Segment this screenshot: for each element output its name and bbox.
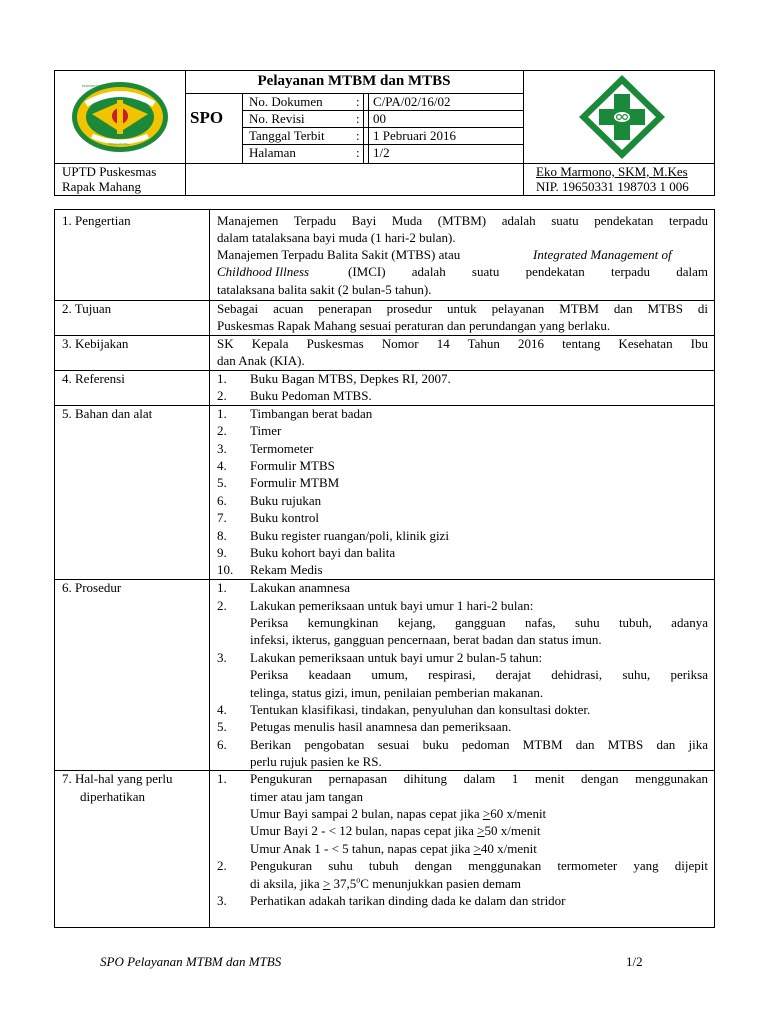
list-number: 4. bbox=[217, 458, 227, 473]
list-item: Buku Bagan MTBS, Depkes RI, 2007. bbox=[250, 371, 451, 386]
kebijakan-line: dan Anak (KIA). bbox=[217, 353, 305, 368]
list-item: Periksa keadaan umum, respirasi, derajat dehidrasi, suhu, periksa bbox=[250, 667, 708, 682]
list-number: 2. bbox=[217, 858, 227, 873]
list-item: Umur Anak 1 - < 5 tahun, napas cepat jika >40 x/menit bbox=[250, 841, 537, 856]
list-number: 9. bbox=[217, 545, 227, 560]
pengertian-line-italic: Childhood Illness bbox=[217, 264, 310, 279]
pengertian-line: Manajemen Terpadu Bayi Muda (MTBM) adalah suatu pendekatan terpadu bbox=[217, 213, 708, 228]
list-number: 4. bbox=[217, 702, 227, 717]
list-item: Tentukan klasifikasi, tindakan, penyuluhan dan konsultasi dokter. bbox=[250, 702, 591, 717]
list-item: Lakukan anamnesa bbox=[250, 580, 350, 595]
section-label-referensi: 4. Referensi bbox=[62, 371, 125, 386]
section-label-prosedur: 6. Prosedur bbox=[62, 580, 122, 595]
list-item: Petugas menulis hasil anamnesa dan pemeriksaan. bbox=[250, 719, 512, 734]
list-number: 5. bbox=[217, 719, 227, 734]
list-item: Buku rujukan bbox=[250, 493, 322, 508]
list-item: Periksa kemungkinan kejang, gangguan nafas, suhu tubuh, adanya bbox=[250, 615, 708, 630]
list-number: 7. bbox=[217, 510, 227, 525]
pengertian-line: dalam tatalaksana bayi muda (1 hari-2 bulan). bbox=[217, 230, 456, 245]
list-item: Berikan pengobatan sesuai buku pedoman MTBM dan MTBS dan jika bbox=[250, 737, 708, 752]
list-number: 1. bbox=[217, 371, 227, 386]
health-cross-logo bbox=[575, 73, 669, 161]
list-number: 2. bbox=[217, 388, 227, 403]
meta-value: 1 Pebruari 2016 bbox=[373, 128, 457, 143]
section-label-bahan: 5. Bahan dan alat bbox=[62, 406, 153, 421]
list-item: Rekam Medis bbox=[250, 562, 323, 577]
footer-title: SPO Pelayanan MTBM dan MTBS bbox=[100, 954, 282, 969]
emblem-text-bottom: TENGGARONG bbox=[108, 142, 129, 146]
section-label-tujuan: 2. Tujuan bbox=[62, 301, 112, 316]
list-number: 3. bbox=[217, 650, 227, 665]
list-item: Perhatikan adakah tarikan dinding dada ke dalam dan stridor bbox=[250, 893, 566, 908]
list-number: 3. bbox=[217, 441, 227, 456]
list-item: Buku kontrol bbox=[250, 510, 319, 525]
list-item: Formulir MTBM bbox=[250, 475, 340, 490]
pengertian-line: tatalaksana balita sakit (2 bulan-5 tahun). bbox=[217, 282, 432, 297]
meta-value: 1/2 bbox=[373, 145, 390, 160]
meta-sep: : bbox=[356, 111, 360, 126]
spo-label: SPO bbox=[190, 108, 224, 127]
list-number: 10. bbox=[217, 562, 234, 577]
meta-label: No. Dokumen bbox=[249, 94, 323, 109]
list-item: Formulir MTBS bbox=[250, 458, 335, 473]
tujuan-line: Puskesmas Rapak Mahang sesuai peraturan dan perundangan yang berlaku. bbox=[217, 318, 611, 333]
list-number: 6. bbox=[217, 737, 227, 752]
list-item: perlu rujuk pasien ke RS. bbox=[250, 754, 382, 769]
list-number: 2. bbox=[217, 598, 227, 613]
section-label-hal-cont: diperhatikan bbox=[80, 789, 145, 804]
list-item: Termometer bbox=[250, 441, 314, 456]
document-title: Pelayanan MTBM dan MTBS bbox=[257, 73, 451, 89]
section-label-kebijakan: 3. Kebijakan bbox=[62, 336, 129, 351]
list-item: Lakukan pemeriksaan untuk bayi umur 2 bulan-5 tahun: bbox=[250, 650, 543, 665]
tujuan-line: Sebagai acuan penerapan prosedur untuk pelayanan MTBM dan MTBS di bbox=[217, 301, 708, 316]
meta-sep: : bbox=[356, 145, 360, 160]
meta-value: 00 bbox=[373, 111, 386, 126]
list-number: 2. bbox=[217, 423, 227, 438]
meta-label: Halaman bbox=[249, 145, 296, 160]
signer-nip: NIP. 19650331 198703 1 006 bbox=[536, 179, 689, 194]
list-item: timer atau jam tangan bbox=[250, 789, 363, 804]
list-number: 3. bbox=[217, 893, 227, 908]
list-number: 1. bbox=[217, 580, 227, 595]
kebijakan-line: SK Kepala Puskesmas Nomor 14 Tahun 2016 tentang Kesehatan Ibu bbox=[217, 336, 708, 351]
list-item: Umur Bayi 2 - < 12 bulan, napas cepat jika >50 x/menit bbox=[250, 823, 541, 838]
list-item: Timer bbox=[250, 423, 282, 438]
list-item: Buku kohort bayi dan balita bbox=[250, 545, 396, 560]
list-item: Lakukan pemeriksaan untuk bayi umur 1 hari-2 bulan: bbox=[250, 598, 534, 613]
section-label-pengertian: 1. Pengertian bbox=[62, 213, 131, 228]
list-item: Buku Pedoman MTBS. bbox=[250, 388, 372, 403]
pengertian-line: Manajemen Terpadu Balita Sakit (MTBS) atau bbox=[217, 247, 461, 262]
emblem-text-top: PEMERINTAH KUTAI KARTANEGARA bbox=[82, 84, 135, 88]
unit-name-line1: UPTD Puskesmas bbox=[62, 164, 157, 179]
list-item: Buku register ruangan/poli, klinik gizi bbox=[250, 528, 449, 543]
pengertian-line: (IMCI) adalah suatu pendekatan terpadu dalam bbox=[348, 264, 708, 279]
meta-label: No. Revisi bbox=[249, 111, 305, 126]
meta-value: C/PA/02/16/02 bbox=[373, 94, 451, 109]
meta-label: Tanggal Terbit bbox=[249, 128, 325, 143]
list-item: Pengukuran pernapasan dihitung dalam 1 menit dengan menggunakan bbox=[250, 771, 708, 786]
list-number: 8. bbox=[217, 528, 227, 543]
list-item: telinga, status gizi, imun, penilaian pemberian makanan. bbox=[250, 685, 544, 700]
unit-name-line2: Rapak Mahang bbox=[62, 179, 142, 194]
pengertian-line-italic: Integrated Management of bbox=[533, 247, 672, 262]
list-item: Umur Bayi sampai 2 bulan, napas cepat jika >60 x/menit bbox=[250, 806, 547, 821]
list-number: 6. bbox=[217, 493, 227, 508]
meta-sep: : bbox=[356, 128, 360, 143]
footer-page-number: 1/2 bbox=[626, 954, 643, 969]
list-item: di aksila, jika > $37,5^oC$ menunjukkan pasien demam bbox=[250, 875, 521, 891]
list-item: Pengukuran suhu tubuh dengan menggunakan termometer yang dijepit bbox=[250, 858, 708, 873]
list-number: 1. bbox=[217, 771, 227, 786]
list-number: 5. bbox=[217, 475, 227, 490]
signer-name: Eko Marmono, SKM, M.Kes bbox=[536, 164, 688, 179]
section-label-hal: 7. Hal-hal yang perlu bbox=[62, 771, 173, 786]
list-item: Timbangan berat badan bbox=[250, 406, 373, 421]
list-item: infeksi, ikterus, gangguan pencernaan, berat badan dan status imun. bbox=[250, 632, 602, 647]
list-number: 1. bbox=[217, 406, 227, 421]
meta-sep: : bbox=[356, 94, 360, 109]
